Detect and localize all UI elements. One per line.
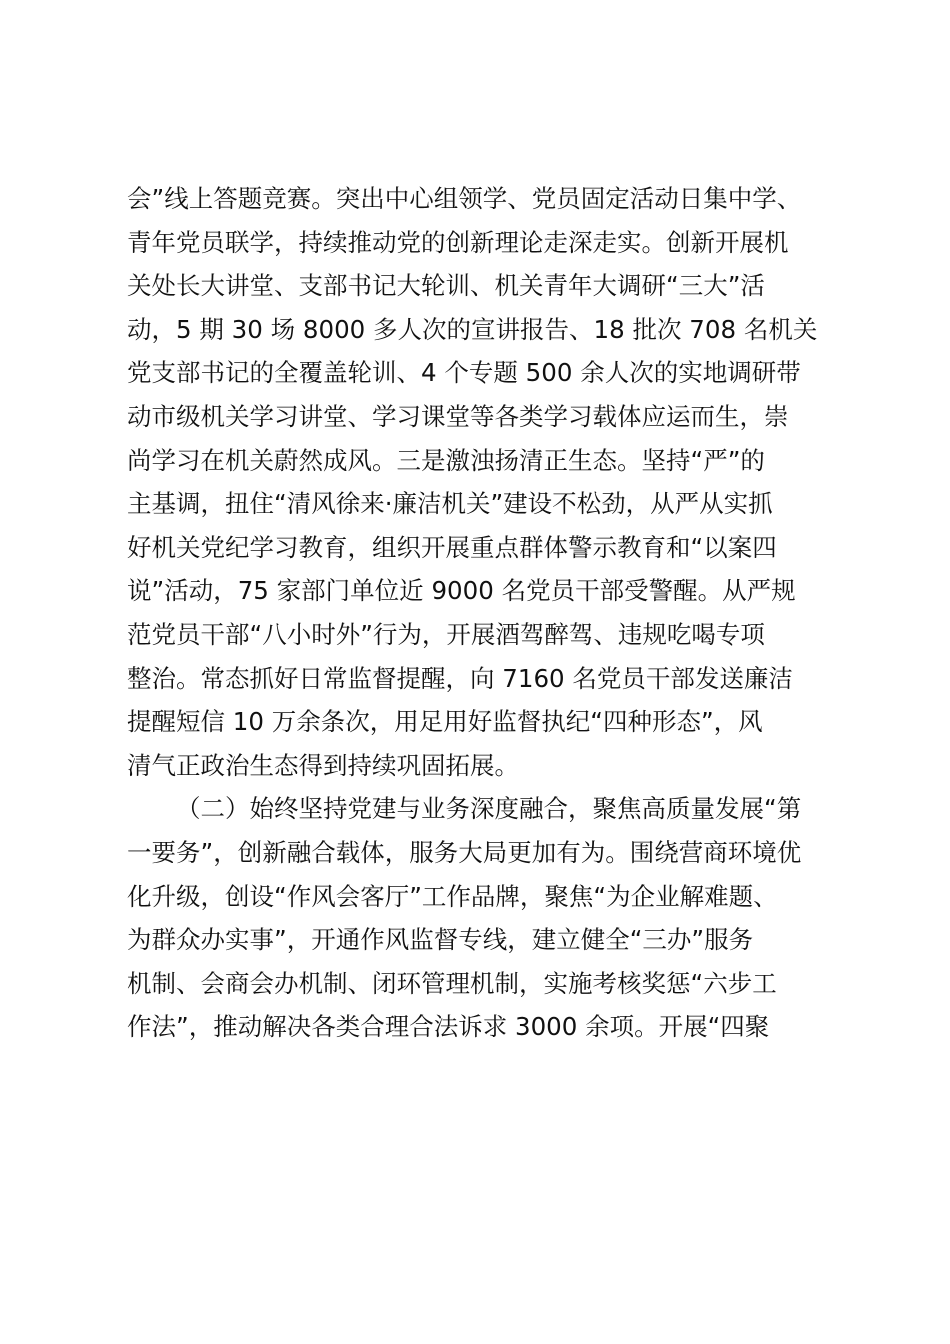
paragraph-start-line: （二）始终坚持党建与业务深度融合，聚焦高质量发展“第 [176,794,802,824]
text-line: 关处长大讲堂、支部书记大轮训、机关青年大调研“三大”活 [127,271,765,301]
text-line: 会”线上答题竞赛。突出中心组领学、党员固定活动日集中学、 [127,184,802,213]
text-line: 好机关党纪学习教育，组织开展重点群体警示教育和“以案四 [127,532,777,562]
text-line: 主基调，扭住“清风徐来·廉洁机关”建设不松劲，从严从实抓 [127,489,773,519]
text-line: 范党员干部“八小时外”行为，开展酒驾醉驾、违规吃喝专项 [127,619,765,649]
text-line: 整治。常态抓好日常监督提醒，向 7160 名党员干部发送廉洁 [127,663,793,693]
text-line: 动，5 期 30 场 8000 多人次的宣讲报告、18 批次 708 名机关 [127,314,818,344]
text-line: 清气正政治生态得到持续巩固拓展。 [127,750,519,780]
text-line: 尚学习在机关蔚然成风。三是激浊扬清正生态。坚持“严”的 [127,445,765,475]
text-line: 化升级，创设“作风会客厅”工作品牌，聚焦“为企业解难题、 [127,881,778,911]
text-line: 说”活动，75 家部门单位近 9000 名党员干部受警醒。从严规 [127,576,796,606]
text-line: 一要务”，创新融合载体，服务大局更加有为。围绕营商环境优 [127,837,802,867]
text-line: 机制、会商会办机制、闭环管理机制，实施考核奖惩“六步工 [127,968,777,998]
text-line: 为群众办实事”，开通作风监督专线，建立健全“三办”服务 [127,925,754,955]
text-line: 党支部书记的全覆盖轮训、4 个专题 500 余人次的实地调研带 [127,358,801,388]
body-text [127,177,847,1049]
text-line: 作法”，推动解决各类合理合法诉求 3000 余项。开展“四聚 [127,1012,770,1042]
text-line: 动市级机关学习讲堂、学习课堂等各类学习载体应运而生，崇 [127,401,789,431]
text-line: 青年党员联学，持续推动党的创新理论走深走实。创新开展机 [127,227,789,257]
text-line: 提醒短信 10 万余条次，用足用好监督执纪“四种形态”，风 [127,707,763,737]
